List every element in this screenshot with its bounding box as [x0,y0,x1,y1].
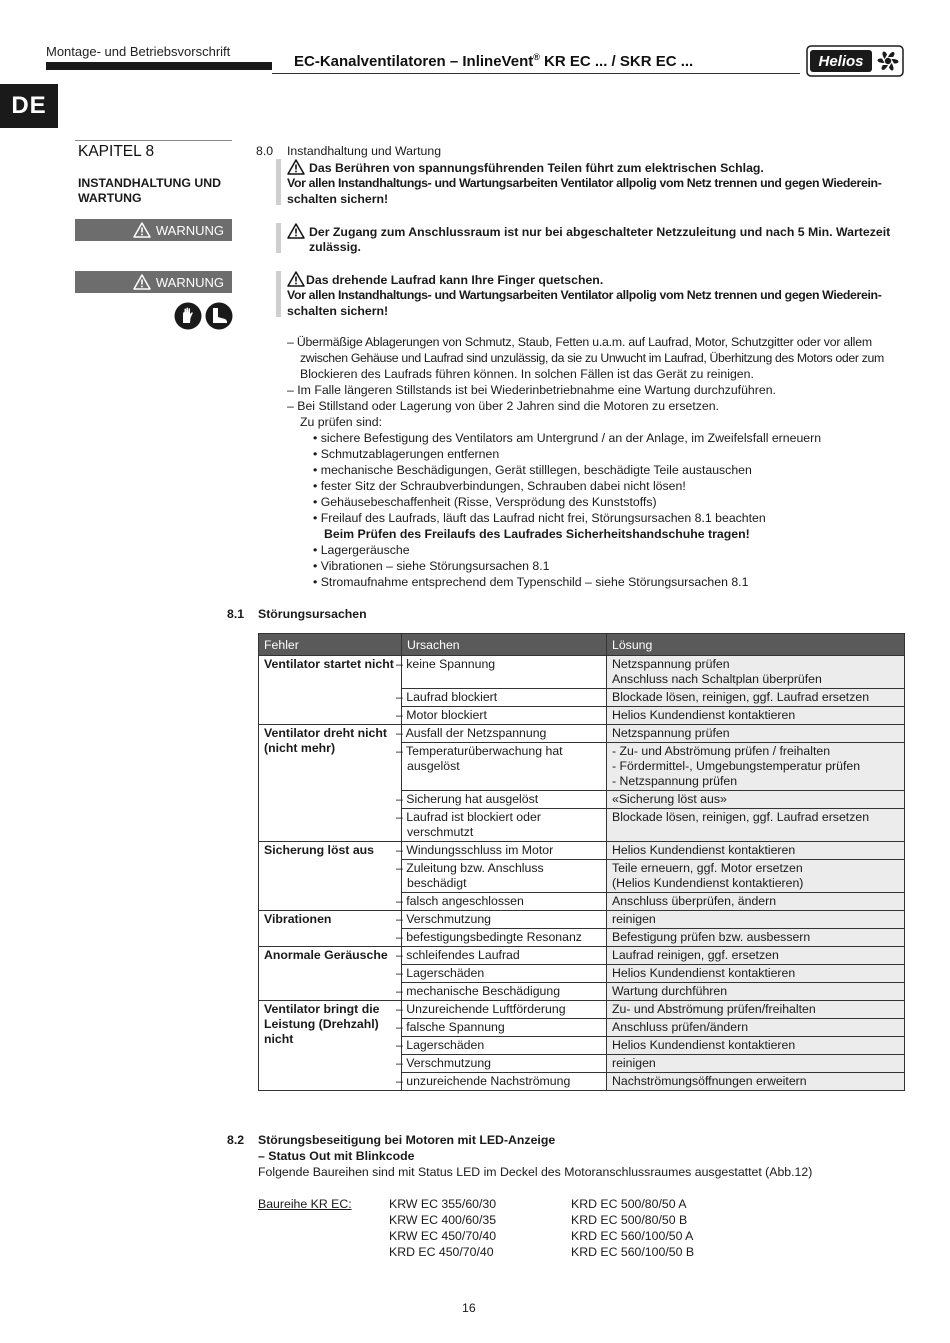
cause-cell: – falsch angeschlossen [402,893,607,911]
language-tab: DE [0,84,58,128]
model-item: KRD EC 500/80/50 B [571,1213,688,1227]
table-row [259,656,905,689]
cause-cell: – Laufrad ist blockiert oder verschmutzt [402,809,607,842]
column-header-solution: Lösung [607,634,905,656]
model-item: KRD EC 450/70/40 [389,1245,494,1259]
section-8-1-number: 8.1 [227,607,245,621]
cause-cell: – falsche Spannung [402,1019,607,1037]
cause-cell: – Ausfall der Netzspannung [402,725,607,743]
column-header-fault: Fehler [259,634,402,656]
solution-cell: Helios Kundendienst kontaktieren [607,842,905,860]
solution-cell: - Zu- und Abströmung prüfen / freihalten - Fördermittel-, Umgebungstemperatur prüfen - Netzspannung prüfen [607,743,905,791]
dash-item-1-line-3: Blockieren des Laufrads führen können. In solchen Fällen ist das Gerät zu reinigen. [300,367,754,381]
solution-cell: Teile erneuern, ggf. Motor ersetzen (Helios Kundendienst kontaktieren) [607,860,905,893]
dash-item-1-line-2: zwischen Gehäuse und Laufrad sind unzulässig, da sie zu Unwucht im Laufrad, Überhitzung des Motors oder zum [300,351,884,365]
cause-cell: – Lagerschäden [402,965,607,983]
fault-cell: Ventilator bringt die Leistung (Drehzahl) nicht [259,1001,402,1091]
model-item: KRW EC 355/60/30 [389,1197,497,1211]
warning-1-line-2: Vor allen Instandhaltungs- und Wartungsarbeiten Ventilator allpolig vom Netz trennen und gegen Wiederein- [287,176,882,190]
warning-label-2: WARNUNG [75,271,232,293]
model-item: KRW EC 400/60/35 [389,1213,497,1227]
section-8-2-heading: Störungsbeseitigung bei Motoren mit LED-Anzeige [258,1133,556,1147]
check-intro: Zu prüfen sind: [300,415,383,429]
solution-cell: Wartung durchführen [607,983,905,1001]
cause-cell: – schleifendes Laufrad [402,947,607,965]
warning-triangle-icon [133,222,151,238]
model-item: KRD EC 560/100/50 A [571,1229,694,1243]
svg-text:Helios: Helios [818,53,864,70]
table-row [259,725,905,743]
solution-cell: Helios Kundendienst kontaktieren [607,1037,905,1055]
dash-item-3: – Bei Stillstand oder Lagerung von über 2 Jahren sind die Motoren zu ersetzen. [287,399,720,413]
check-bullet: • fester Sitz der Schraubverbindungen, Schrauben dabei nicht lösen! [313,479,686,493]
check-bullet: • Gehäusebeschaffenheit (Risse, Versprödung des Kunststoffs) [313,495,657,509]
warning-triangle-icon [287,271,305,287]
cause-cell: – Temperaturüberwachung hat ausgelöst [402,743,607,791]
section-8-2-intro: Folgende Baureihen sind mit Status LED im Deckel des Motoranschlussraumes ausgestattet (Abb.12) [258,1165,813,1179]
warning-2-line-2: zulässig. [309,240,361,254]
model-item: KRW EC 450/70/40 [389,1229,497,1243]
fault-table-body [259,656,905,1091]
section-8-2-number: 8.2 [227,1133,245,1147]
solution-cell: Befestigung prüfen bzw. ausbessern [607,929,905,947]
document-type: Montage- und Betriebsvorschrift [46,44,231,59]
section-8-0-number: 8.0 [256,144,274,158]
check-bullet: • Vibrationen – siehe Störungsursachen 8.1 [313,559,550,573]
page-number: 16 [462,1301,476,1315]
cause-cell: – Unzureichende Luftförderung [402,1001,607,1019]
gloves-note: Beim Prüfen des Freilaufs des Laufrades Sicherheitshandschuhe tragen! [324,527,750,541]
fault-cell: Ventilator startet nicht [259,656,402,725]
model-item: KRD EC 560/100/50 B [571,1245,695,1259]
solution-cell: Netzspannung prüfen [607,725,905,743]
header-rule [272,73,800,74]
fault-cell: Vibrationen [259,911,402,947]
warning-3-line-2: Vor allen Instandhaltungs- und Wartungsarbeiten Ventilator allpolig vom Netz trennen und gegen Wiederein- [287,288,882,302]
solution-cell: Anschluss überprüfen, ändern [607,893,905,911]
check-bullet: • sichere Befestigung des Ventilators am Untergrund / an der Anlage, im Zweifelsfall erneuern [313,431,822,445]
cause-cell: – Motor blockiert [402,707,607,725]
warning-3-line-1: Das drehende Laufrad kann Ihre Finger quetschen. [287,271,603,288]
cause-cell: – keine Spannung [402,656,607,689]
solution-cell: Anschluss prüfen/ändern [607,1019,905,1037]
warning-1-line-3: schalten sichern! [287,192,389,206]
column-header-cause: Ursachen [402,634,607,656]
dash-item-2: – Im Falle längeren Stillstands ist bei Wiederinbetriebnahme eine Wartung durchzuführen. [287,383,776,397]
solution-cell: Blockade lösen, reinigen, ggf. Laufrad ersetzen [607,689,905,707]
section-8-0-heading: Instandhaltung und Wartung [287,144,442,158]
fault-cell: Sicherung löst aus [259,842,402,911]
check-bullet: • Schmutzablagerungen entfernen [313,447,500,461]
helios-logo [806,44,904,78]
chapter-title: KAPITEL 8 [78,143,155,160]
dash-item-1-line-1: – Übermäßige Ablagerungen von Schmutz, Staub, Fetten u.a.m. auf Laufrad, Motor, Schutzgitter oder vor allem [287,335,872,349]
fault-cell: Anormale Geräusche [259,947,402,1001]
cause-cell: – Windungsschluss im Motor [402,842,607,860]
check-bullet: • Stromaufnahme entsprechend dem Typenschild – siehe Störungsursachen 8.1 [313,575,749,589]
check-bullet: • Freilauf des Laufrads, läuft das Laufrad nicht frei, Störungsursachen 8.1 beachten [313,511,766,525]
solution-cell: reinigen [607,1055,905,1073]
cause-cell: – unzureichende Nachströmung [402,1073,607,1091]
warning-triangle-icon [133,274,151,290]
fault-cell: Ventilator dreht nicht (nicht mehr) [259,725,402,842]
table-row [259,911,905,929]
table-row [259,1001,905,1019]
safety-boots-icon [205,302,233,330]
solution-cell: Helios Kundendienst kontaktieren [607,965,905,983]
fault-table [258,633,905,1091]
header-bar [46,62,272,70]
solution-cell: Laufrad reinigen, ggf. ersetzen [607,947,905,965]
model-item: KRD EC 500/80/50 A [571,1197,687,1211]
cause-cell: – Lagerschäden [402,1037,607,1055]
ppe-icons [174,302,233,330]
section-8-2-subheading: – Status Out mit Blinkcode [258,1149,415,1163]
table-header-row [259,634,905,656]
warning-bar-3 [276,271,281,317]
cause-cell: – mechanische Beschädigung [402,983,607,1001]
cause-cell: – Laufrad blockiert [402,689,607,707]
solution-cell: reinigen [607,911,905,929]
cause-cell: – Zuleitung bzw. Anschluss beschädigt [402,860,607,893]
solution-cell: Helios Kundendienst kontaktieren [607,707,905,725]
warning-label-1: WARNUNG [75,219,232,241]
warning-triangle-icon [287,159,305,175]
cause-cell: – Verschmutzung [402,1055,607,1073]
document-title: EC-Kanalventilatoren – InlineVent® KR EC ... / SKR EC ... [294,52,694,70]
solution-cell: «Sicherung löst aus» [607,791,905,809]
series-label: Baureihe KR EC: [258,1197,352,1211]
table-row [259,947,905,965]
chapter-subtitle: INSTANDHALTUNG UND WARTUNG [78,176,221,205]
warning-bar-2 [276,223,281,253]
cause-cell: – Verschmutzung [402,911,607,929]
cause-cell: – befestigungsbedingte Resonanz [402,929,607,947]
cause-cell: – Sicherung hat ausgelöst [402,791,607,809]
check-bullet: • Lagergeräusche [313,543,410,557]
check-bullet: • mechanische Beschädigungen, Gerät stilllegen, beschädigte Teile austauschen [313,463,752,477]
solution-cell: Netzspannung prüfen Anschluss nach Schaltplan überprüfen [607,656,905,689]
solution-cell: Blockade lösen, reinigen, ggf. Laufrad ersetzen [607,809,905,842]
chapter-rule [75,140,232,141]
warning-2-line-1: Der Zugang zum Anschlussraum ist nur bei abgeschalteter Netzzuleitung und nach 5 Min. Wartezeit [287,223,890,240]
warning-bar-1 [276,159,281,205]
warning-1-line-1: Das Berühren von spannungsführenden Teilen führt zum elektrischen Schlag. [287,159,764,176]
solution-cell: Zu- und Abströmung prüfen/freihalten [607,1001,905,1019]
section-8-1-heading: Störungsursachen [258,607,367,621]
solution-cell: Nachströmungsöffnungen erweitern [607,1073,905,1091]
table-row [259,842,905,860]
warning-3-line-3: schalten sichern! [287,304,389,318]
warning-triangle-icon [287,223,305,239]
gloves-icon [174,302,202,330]
